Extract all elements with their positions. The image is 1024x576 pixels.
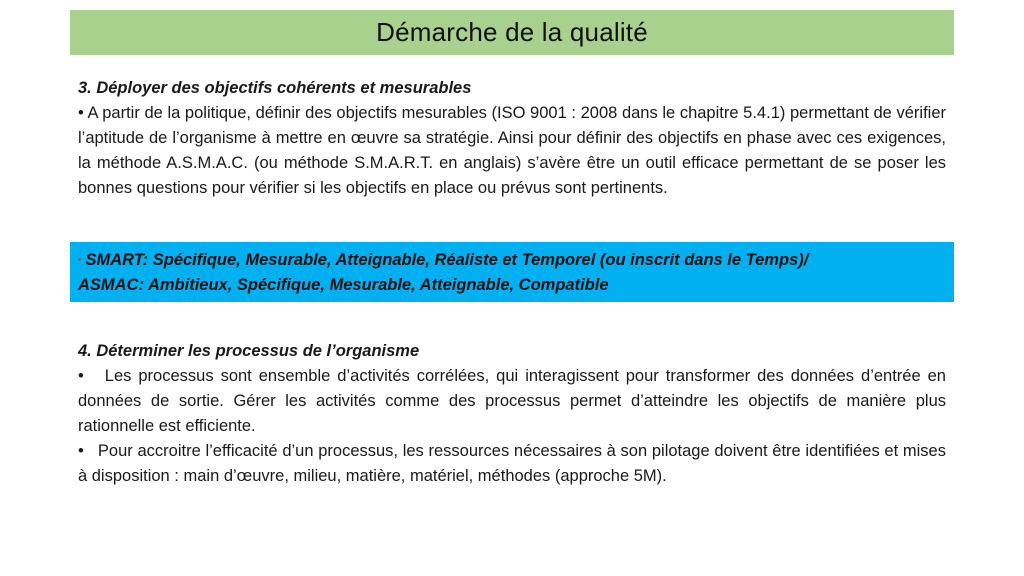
bullet-marker: • xyxy=(78,442,84,460)
section-4-bullet-2 xyxy=(78,439,946,489)
section-4-heading: 4. Déterminer les processus de l’organisme xyxy=(78,342,420,360)
smart-asmac-box xyxy=(70,242,954,302)
section-3-text: A partir de la politique, définir des objectifs mesurables (ISO 9001 : 2008 dans le chapitre 5.4.1) permettant de vérifier l’aptitude de l’organisme à mettre en œuvre sa stratégie. Ainsi pour définir des objectifs en phase avec ces exigences, la méthode A.S.M.A.C. (ou méthode S.M.A.R.T. en anglais) s’avère être un outil efficace permettant de se poser les bonnes questions pour vérifier si les objectifs en place ou prévus sont pertinents. xyxy=(78,104,946,197)
section-4-bullet-1-text: Les processus sont ensemble d’activités corrélées, qui interagissent pour transformer des données d’entrée en données de sortie. Gérer les activités comme des processus permet d’atteindre les objectifs de manière plus rationnelle est efficiente. xyxy=(78,367,946,435)
section-3 xyxy=(78,76,946,201)
smart-text: SMART: Spécifique, Mesurable, Atteignable, Réaliste et Temporel (ou inscrit dans le Temps)/ xyxy=(85,251,809,269)
section-4-bullet-2-text: Pour accroitre l’efficacité d’un processus, les ressources nécessaires à son pilotage doivent être identifiées et mises à disposition : main d’œuvre, milieu, matière, matériel, méthodes (approche 5M). xyxy=(78,442,946,485)
section-3-heading: 3. Déployer des objectifs cohérents et mesurables xyxy=(78,79,472,97)
page-title: Démarche de la qualité xyxy=(376,17,648,47)
smart-line xyxy=(78,248,946,273)
bullet-marker: • xyxy=(78,367,84,385)
section-3-paragraph xyxy=(78,101,946,201)
bullet-marker: • xyxy=(78,104,84,122)
section-4-bullet-1 xyxy=(78,364,946,439)
asmac-line: ASMAC: Ambitieux, Spécifique, Mesurable, Atteignable, Compatible xyxy=(78,276,609,295)
section-4 xyxy=(78,339,946,489)
bullet-marker: • xyxy=(78,255,82,267)
title-bar xyxy=(70,10,954,55)
